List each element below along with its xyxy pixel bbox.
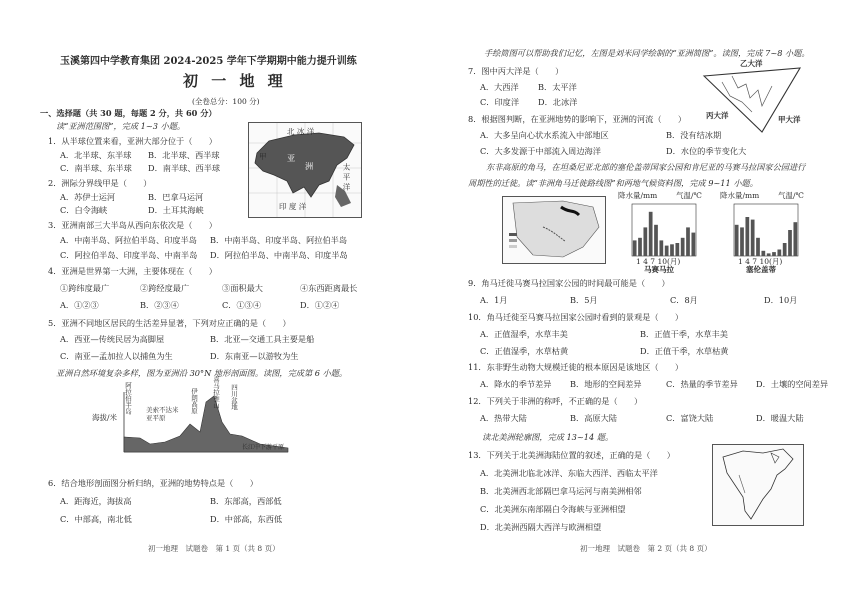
serengeti-bar-12 xyxy=(793,222,797,256)
q4-option-a[interactable]: A．①②③ xyxy=(60,300,99,310)
north-america-drawing xyxy=(713,445,803,525)
question-1: 1．从半球位置来看，亚洲大部分位于（ ） xyxy=(48,136,217,146)
question-11: 11．东非野生动物大规模迁徙的根本原因是该地区（ ） xyxy=(468,362,684,372)
profile-label-sichuan: 四川盆地 xyxy=(230,384,238,410)
profile-label-iran: 伊朗高原 xyxy=(190,388,198,414)
q10-option-b[interactable]: B．正值干季，水草丰美 xyxy=(640,329,728,339)
climate2-y2label: 气温/℃ xyxy=(778,191,804,200)
subject-title: 初 一 地 理 xyxy=(183,72,287,90)
serengeti-bar-1 xyxy=(735,225,739,256)
masai-mara-bar-3 xyxy=(643,227,647,256)
sketch-label-bing: 丙大洋 xyxy=(706,111,729,120)
q6-option-d[interactable]: D．中部高，东西低 xyxy=(210,514,283,524)
q3-option-b[interactable]: B．中南半岛、印度半岛、阿拉伯半岛 xyxy=(210,235,348,245)
climate1-title: 马赛马拉 xyxy=(644,265,674,274)
q3-option-a[interactable]: A．中南半岛、阿拉伯半岛、印度半岛 xyxy=(60,235,197,245)
q8-option-b[interactable]: B．没有结冰期 xyxy=(666,130,722,140)
q8-option-c[interactable]: C．大多发源于中部流入周边海洋 xyxy=(480,146,601,156)
q5-option-a[interactable]: A．西亚—传统民居为高脚屋 xyxy=(60,334,165,344)
q12-option-a[interactable]: A．热带大陆 xyxy=(480,413,527,423)
q2-option-c[interactable]: C．白令海峡 xyxy=(60,205,108,215)
map-label-ya: 亚 xyxy=(287,153,296,163)
question-4: 4．亚洲是世界第一大洲，主要体现在（ ） xyxy=(48,266,217,276)
masai-mara-bar-8 xyxy=(670,244,674,256)
question-2: 2．洲际分界线甲是（ ） xyxy=(48,178,152,188)
question-5: 5．亚洲不同地区居民的生活差异显著，下列对应正确的是（ ） xyxy=(48,318,291,328)
q13-option-c[interactable]: C．北美洲东南部隔白令海峡与亚洲相望 xyxy=(480,504,626,514)
masai-mara-bar-12 xyxy=(691,233,695,256)
q4-item-3: ③面积最大 xyxy=(222,283,263,293)
q9-option-a[interactable]: A．1月 xyxy=(480,295,508,305)
question-8: 8．根据图判断，在亚洲地势的影响下，亚洲的河流（ ） xyxy=(468,114,687,124)
exam-header: 玉溪第四中学教育集团 2024-2025 学年下学期期中能力提升训练 xyxy=(60,56,357,67)
climate1-plot xyxy=(618,202,710,258)
masai-mara-bar-2 xyxy=(638,238,642,256)
q4-option-d[interactable]: D．①②④ xyxy=(300,300,340,310)
serengeti-bar-2 xyxy=(740,227,744,256)
q10-option-a[interactable]: A．正值湿季，水草丰美 xyxy=(480,329,568,339)
q4-option-b[interactable]: B．②③④ xyxy=(140,300,179,310)
masai-mara-bar-9 xyxy=(675,243,679,256)
q12-option-c[interactable]: C．富饶大陆 xyxy=(666,413,714,423)
profile-axis-label: 海拔/米 xyxy=(92,413,118,422)
q5-option-c[interactable]: C．南亚—孟加拉人以捕鱼为生 xyxy=(60,351,173,361)
q13-option-d[interactable]: D．北美洲西隔大西洋与欧洲相望 xyxy=(480,522,602,532)
asia-sketch xyxy=(702,59,822,134)
asia-map xyxy=(248,122,362,218)
question-9: 9．角马迁徙马赛马拉国家公园的时间最可能是（ ） xyxy=(468,278,670,288)
q12-option-d[interactable]: D．暖温大陆 xyxy=(756,413,804,423)
q13-option-b[interactable]: B．北美洲西北部隔巴拿马运河与南美洲相邻 xyxy=(480,486,642,496)
masai-mara-bar-6 xyxy=(659,240,663,256)
q4-item-2: ②跨经度最广 xyxy=(140,283,190,293)
q11-option-b[interactable]: B．地形的空间差异 xyxy=(570,379,642,389)
q9-option-d[interactable]: D．10月 xyxy=(764,295,798,305)
q6-option-b[interactable]: B．东部高，西部低 xyxy=(210,496,282,506)
intro-4a: 东非高原的角马，在坦桑尼亚北部的塞伦盖蒂国家公园和肯尼亚的马赛马拉国家公园进行 xyxy=(486,162,806,172)
q2-option-b[interactable]: B．巴拿马运河 xyxy=(148,192,204,202)
climate2-ylabel: 降水量/mm xyxy=(720,191,760,200)
q7-option-d[interactable]: D．北冰洋 xyxy=(538,97,578,107)
question-6: 6．结合地形剖面图分析归纳，亚洲的地势特点是（ ） xyxy=(48,478,258,488)
intro-1: 读“亚洲范围图”，完成 1~3 小题。 xyxy=(56,121,186,131)
q13-option-a[interactable]: A．北美洲北临北冰洋、东临大西洋、西临太平洋 xyxy=(480,468,658,478)
q5-option-d[interactable]: D．东南亚—以游牧为生 xyxy=(210,351,299,361)
q7-option-c[interactable]: C．印度洋 xyxy=(480,97,520,107)
q4-item-1: ①跨纬度最广 xyxy=(60,283,110,293)
page-footer-2: 初一地理 试题卷 第 2 页（共 8 页） xyxy=(580,544,712,553)
q10-option-d[interactable]: D．正值干季，水草枯黄 xyxy=(640,346,729,356)
q1-option-a[interactable]: A．北半球、东半球 xyxy=(60,150,132,160)
q3-option-d[interactable]: D．阿拉伯半岛、中南半岛、印度半岛 xyxy=(210,250,348,260)
section-title: 一、选择题（共 30 题，每题 2 分，共 60 分） xyxy=(40,108,217,118)
question-3: 3．亚洲南部三大半岛从西向东依次是（ ） xyxy=(48,220,217,230)
q11-option-d[interactable]: D．土壤的空间差异 xyxy=(756,379,829,389)
masai-mara-bar-10 xyxy=(681,238,685,256)
q9-option-b[interactable]: B．5月 xyxy=(570,295,598,305)
migration-map xyxy=(502,196,606,264)
q7-option-a[interactable]: A．大西洋 xyxy=(480,82,519,92)
climate-chart-serengeti xyxy=(720,190,812,274)
q1-option-c[interactable]: C．南半球、东半球 xyxy=(60,163,132,173)
exam-page-2 xyxy=(430,0,860,608)
climate1-xlabel: 1 4 7 10(月) xyxy=(636,257,681,266)
q4-item-4: ④东西距离最长 xyxy=(300,283,358,293)
climate1-ylabel: 降水量/mm xyxy=(618,191,658,200)
question-10: 10．角马迁徙至马赛马拉国家公园时看到的景观是（ ） xyxy=(468,312,684,322)
question-13: 13．下列关于北美洲海陆位置的叙述，正确的是（ ） xyxy=(468,450,675,460)
climate2-plot xyxy=(720,202,812,258)
serengeti-bar-5 xyxy=(756,238,760,256)
score-note: (全卷总分：100 分) xyxy=(192,97,260,106)
q4-option-c[interactable]: C．①③④ xyxy=(222,300,262,310)
map-label-jia: 甲 xyxy=(259,152,267,161)
q5-option-b[interactable]: B．北亚—交通工具主要是船 xyxy=(210,334,315,344)
q9-option-c[interactable]: C．8月 xyxy=(670,295,698,305)
map-label-arctic: 北 冰 洋 xyxy=(287,127,315,136)
serengeti-bar-4 xyxy=(751,220,755,256)
profile-label-himalaya: 喜马拉雅山 xyxy=(212,376,220,409)
map-label-zhou: 洲 xyxy=(305,161,314,171)
terrain-profile xyxy=(92,376,290,464)
q7-option-b[interactable]: B．太平洋 xyxy=(538,82,577,92)
serengeti-bar-11 xyxy=(788,230,792,256)
masai-mara-bar-1 xyxy=(633,240,637,256)
q2-option-d[interactable]: D．土耳其海峡 xyxy=(148,205,204,215)
q1-option-d[interactable]: D．南半球、西半球 xyxy=(148,163,221,173)
intro-2: 亚洲自然环境复杂多样，图为亚洲沿 30°N 地形剖面图。读图，完成第 6 小题。 xyxy=(56,368,348,378)
climate2-xlabel: 1 4 7 10(月) xyxy=(738,257,783,266)
migration-map-drawing xyxy=(503,197,605,263)
profile-label-arabia: 阿拉伯半岛 xyxy=(124,382,132,415)
q6-option-c[interactable]: C．中部高，南北低 xyxy=(60,514,132,524)
asia-sketch-drawing xyxy=(702,66,822,134)
q1-option-b[interactable]: B．北半球、西半球 xyxy=(148,150,220,160)
q6-option-a[interactable]: A．距海近，海拔高 xyxy=(60,496,132,506)
intro-4b: 周期性的迁徙。读“非洲角马迁徙路线图”和两地气候资料图，完成 9~11 小题。 xyxy=(468,178,758,188)
q8-option-a[interactable]: A．大多呈向心状水系流入中部地区 xyxy=(480,130,609,140)
north-america-map xyxy=(712,444,804,526)
q12-option-b[interactable]: B．高原大陆 xyxy=(570,413,617,423)
intro-3: 手绘简图可以帮助我们记忆，左图是刘米同学绘制的“亚洲简图”。读图，完成 7~8 小题。 xyxy=(484,48,810,58)
q10-option-c[interactable]: C．正值湿季，水草枯黄 xyxy=(480,346,569,356)
map-label-indian: 印 度 洋 xyxy=(279,202,307,211)
serengeti-bar-10 xyxy=(783,243,787,256)
q11-option-a[interactable]: A．降水的季节差异 xyxy=(480,379,552,389)
masai-mara-bar-11 xyxy=(686,227,690,256)
q11-option-c[interactable]: C．热量的季节差异 xyxy=(666,379,738,389)
climate2-title: 塞伦盖蒂 xyxy=(746,265,776,274)
climate1-y2label: 气温/℃ xyxy=(676,191,702,200)
map-label-pacific: 太 平 洋 xyxy=(342,163,351,191)
question-7: 7．图中丙大洋是（ ） xyxy=(468,66,564,76)
q2-option-a[interactable]: A．苏伊士运河 xyxy=(60,192,116,202)
masai-mara-bar-4 xyxy=(649,212,653,256)
q3-option-c[interactable]: C．阿拉伯半岛、印度半岛、中南半岛 xyxy=(60,250,198,260)
q8-option-d[interactable]: D．水位的季节变化大 xyxy=(666,146,747,156)
serengeti-bar-3 xyxy=(745,217,749,256)
profile-label-mesopotamia: 美索不达米亚平原 xyxy=(146,406,179,422)
intro-5: 读北美洲轮廓图，完成 13~14 题。 xyxy=(482,432,614,442)
question-12: 12．下列关于非洲的称呼，不正确的是（ ） xyxy=(468,396,643,406)
sketch-label-jia: 甲大洋 xyxy=(778,115,801,124)
masai-mara-bar-5 xyxy=(654,225,658,256)
profile-label-yangtze: 长江中下游平原 xyxy=(242,444,285,451)
page-footer-1: 初一地理 试题卷 第 1 页（共 8 页） xyxy=(148,544,280,553)
sketch-label-yi: 乙大洋 xyxy=(740,59,763,68)
climate-chart-masai-mara xyxy=(618,190,710,274)
masai-mara-bar-7 xyxy=(665,246,669,256)
